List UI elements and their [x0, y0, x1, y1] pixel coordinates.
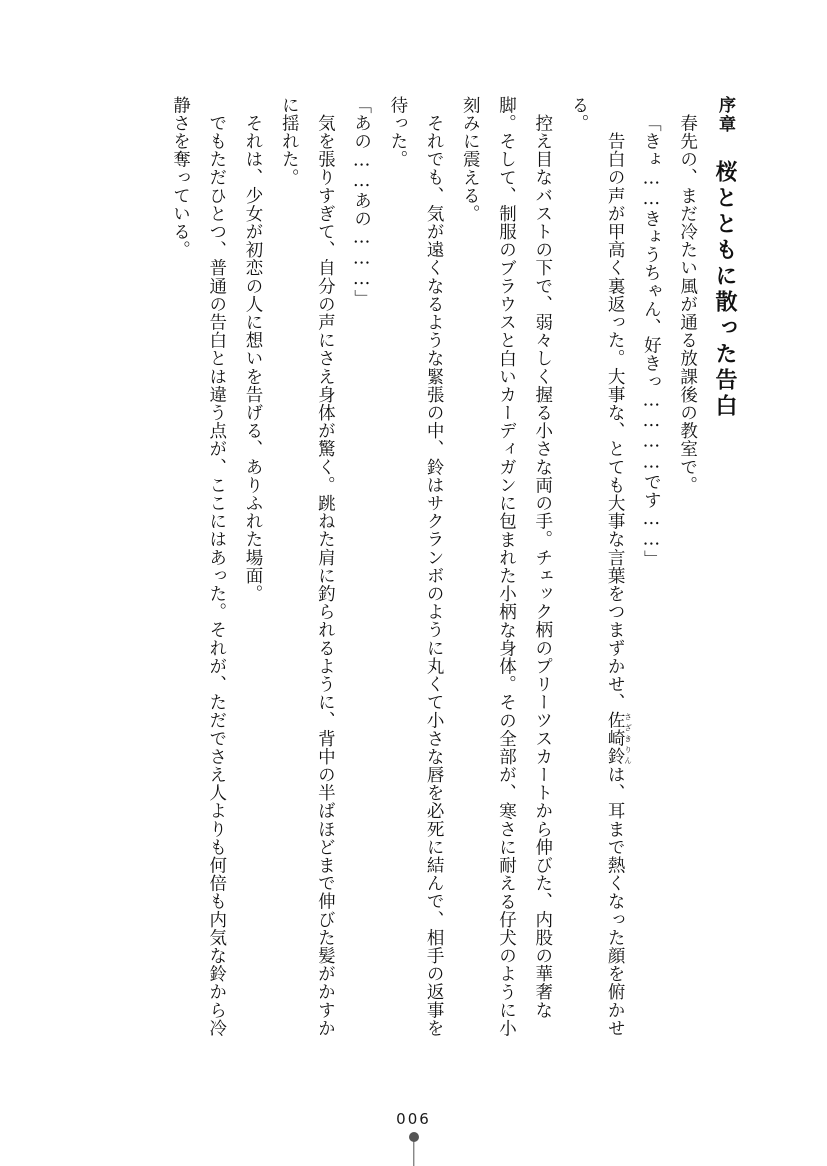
paragraph-with-ruby: 告白の声が甲高く裏返った。大事な、とても大事な言葉をつまずかせ、佐崎鈴さざきりんは、耳まで熱くなった顔を俯かせる。 — [568, 96, 633, 1037]
footer-ornament-icon — [409, 1132, 419, 1166]
paragraph: 春先の、まだ冷たい風が通る放課後の教室で。 — [677, 113, 698, 494]
paragraph: それでも、気が遠くなるような緊張の中、鈴はサクランボのように丸くて小さな唇を必死に結んで、相手の返事を待った。 — [387, 96, 445, 1037]
chapter-title: 桜とともに散った告白 — [712, 160, 738, 420]
paragraph: 「きょ……きょうちゃん、好きっ…………です……」 — [641, 113, 662, 568]
chapter-label: 序章 — [715, 96, 735, 134]
page-text-body — [84, 96, 743, 1044]
paragraph: それは、少女が初恋の人に想いを告げる、ありふれた場面。 — [242, 113, 263, 603]
paragraph: 控え目なバストの下で、弱々しく握る小さな両の手。チェック柄のプリーツスカートから伸びた、内股の華奢な脚。そして、制服のブラウスと白いカーディガンに包まれた小柄な身体。その全部が、寒さに耐える仔犬のように小刻みに震える。 — [460, 96, 553, 1038]
paragraph: 気を張りすぎて、自分の声にさえ身体が驚く。跳ねた肩に釣られるように、背中の半ばほどまで伸びた髪がかすかに揺れた。 — [279, 96, 336, 1037]
ruby-name: 佐崎鈴さざきりん — [605, 710, 633, 766]
chapter-heading — [706, 96, 743, 1044]
paragraph: でもただひとつ、普通の告白とは違う点が、ここにはあった。それが、ただでさえ人よりも何倍も内気な鈴から冷静さを奪っている。 — [170, 96, 227, 1037]
paragraph: 「あの……あの………」 — [351, 96, 372, 308]
footer-ornament-stem — [413, 1140, 414, 1166]
chapter-heading-line — [706, 96, 743, 1014]
page-number: 006 — [396, 1110, 431, 1128]
